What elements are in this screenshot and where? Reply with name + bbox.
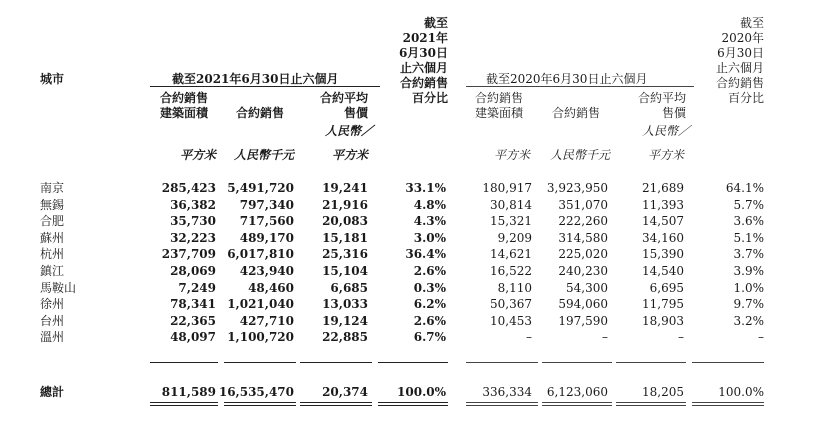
area-2020-unit: 平方米 [493,148,530,162]
pct-2021-cell: 3.0% [413,231,446,245]
period-2020-underline [466,86,694,87]
price-2021-cell: 21,916 [322,198,368,212]
pct-2021-header [370,16,448,106]
period-2021-header: 截至2021年6月30日止六個月 [172,72,339,86]
sales-2020-cell: 240,230 [558,264,608,278]
price-2021-cell: 15,181 [322,231,368,245]
total-price-2021: 20,374 [322,385,368,399]
dbl-rule [224,405,296,406]
period-2020-header: 截至2020年6月30日止六個月 [486,72,648,86]
total-label: 總計 [40,385,65,399]
pct-2021-cell: 2.6% [413,314,446,328]
dbl-rule [692,405,764,406]
price-2021-cell: 20,083 [322,214,368,228]
area-2020-cell: 30,814 [490,198,532,212]
city-column-header: 城市 [40,72,65,86]
area-2021-cell: 237,709 [161,247,216,261]
area-2021-unit: 平方米 [179,148,216,162]
area-2020-cell: 14,621 [490,247,532,261]
pct-2021-line5: 合約銷售 [399,76,448,90]
price-2021-unit-top: 人民幣／ [324,124,373,138]
price-2021-cell: 22,885 [322,330,368,344]
pct-2020-cell: 3.9% [733,264,764,278]
city-cell: 蘇州 [40,231,65,245]
sales-2021-cell: 48,460 [248,281,294,295]
pct-2021-cell: 33.1% [405,181,446,195]
dbl-rule [378,405,448,406]
period-2021-underline [150,86,380,87]
pct-2020-cell: 5.7% [733,198,764,212]
price-2021-unit: 平方米 [331,148,368,162]
price-2021-header-line2: 售價 [343,106,368,120]
pct-2021-line3: 6月30日 [398,46,448,60]
total-sales-2021: 16,535,470 [218,385,294,399]
area-2020-cell: – [526,330,532,344]
pct-2021-cell: 4.8% [413,198,446,212]
dbl-rule [466,405,538,406]
total-rule-sales-2020 [542,362,612,363]
city-cell: 徐州 [40,297,65,311]
city-cell: 南京 [40,181,65,195]
area-2021-cell: 48,097 [170,330,216,344]
total-area-2020: 336,334 [482,385,532,399]
total-rule-area-2020 [466,362,538,363]
city-cell: 台州 [40,314,65,328]
dbl-rule [300,402,372,403]
sales-2021-cell: 423,940 [239,264,294,278]
total-rule-price-2021 [300,362,372,363]
dbl-rule [616,405,686,406]
sales-2021-cell: 427,710 [239,314,294,328]
pct-2021-line2: 2021年 [402,31,448,45]
price-2020-cell: 18,903 [642,314,684,328]
area-2020-cell: 15,321 [490,214,532,228]
price-2020-cell: 6,695 [649,281,684,295]
area-2020-cell: 9,209 [497,231,532,245]
price-2020-cell: 15,390 [642,247,684,261]
pct-2021-line4: 止六個月 [399,61,448,75]
sales-2021-cell: 6,017,810 [227,247,294,261]
price-2021-header-line1: 合約平均 [319,91,368,105]
area-2021-cell: 35,730 [170,214,216,228]
sales-2020-cell: 54,300 [566,281,608,295]
price-2020-header [614,91,686,121]
dbl-rule [692,402,764,403]
sales-2021-cell: 5,491,720 [227,181,294,195]
sales-2020-cell: 197,590 [558,314,608,328]
pct-2021-line6: 百分比 [411,91,448,105]
price-2020-cell: – [678,330,684,344]
price-2020-header-line1: 合約平均 [637,91,686,105]
pct-2020-line4: 止六個月 [715,61,764,75]
total-rule-pct-2021 [378,362,448,363]
dbl-rule [150,405,218,406]
price-2020-cell: 21,689 [642,181,684,195]
city-cell: 馬鞍山 [40,281,77,295]
pct-2020-cell: 9.7% [733,297,764,311]
pct-2020-cell: 3.2% [733,314,764,328]
pct-2020-line2: 2020年 [721,31,764,45]
pct-2020-line3: 6月30日 [717,46,764,60]
pct-2021-cell: 6.2% [413,297,446,311]
sales-2021-unit: 人民幣千元 [233,148,294,162]
price-2020-unit-top: 人民幣／ [641,124,690,138]
pct-2021-cell: 6.7% [413,330,446,344]
area-2020-header-line1: 合約銷售 [474,91,523,105]
city-cell: 杭州 [40,247,65,261]
pct-2020-cell: 1.0% [733,281,764,295]
price-2021-cell: 19,241 [322,181,368,195]
pct-2021-line1: 截至 [423,16,448,30]
total-pct-2020: 100.0% [718,385,764,399]
price-2021-cell: 15,104 [322,264,368,278]
dbl-rule [542,402,612,403]
area-2021-header-line2: 建築面積 [159,106,208,120]
price-2021-cell: 13,033 [322,297,368,311]
price-2021-cell: 6,685 [330,281,368,295]
area-2020-header [462,91,536,121]
price-2021-cell: 19,124 [322,314,368,328]
city-cell: 鎮江 [40,264,65,278]
sales-2021-cell: 489,170 [239,231,294,245]
price-2020-cell: 11,393 [642,198,684,212]
pct-2021-cell: 36.4% [405,247,446,261]
price-2020-cell: 34,160 [642,231,684,245]
pct-2020-cell: 3.7% [733,247,764,261]
pct-2020-header [690,16,764,106]
pct-2020-cell: 3.6% [733,214,764,228]
area-2020-cell: 16,522 [490,264,532,278]
area-2021-cell: 36,382 [170,198,216,212]
city-cell: 溫州 [40,330,65,344]
pct-2020-line1: 截至 [739,16,764,30]
area-2021-cell: 32,223 [170,231,216,245]
pct-2021-cell: 0.3% [413,281,446,295]
price-2020-unit: 平方米 [647,148,684,162]
sales-2020-cell: 225,020 [558,247,608,261]
total-pct-2021: 100.0% [397,385,446,399]
city-cell: 合肥 [40,214,65,228]
dbl-rule [542,405,612,406]
area-2021-header-line1: 合約銷售 [159,91,208,105]
sales-2020-cell: 3,923,950 [546,181,608,195]
dbl-rule [378,402,448,403]
area-2020-cell: 8,110 [497,281,532,295]
price-2020-cell: 11,795 [642,297,684,311]
sales-2021-cell: 797,340 [239,198,294,212]
pct-2021-cell: 2.6% [413,264,446,278]
sales-2020-cell: 594,060 [558,297,608,311]
total-rule-pct-2020 [692,362,764,363]
sales-2021-cell: 717,560 [239,214,294,228]
area-2020-header-line2: 建築面積 [474,106,523,120]
area-2020-cell: 50,367 [490,297,532,311]
area-2020-cell: 180,917 [482,181,532,195]
dbl-rule [616,402,686,403]
sales-2021-cell: 1,100,720 [227,330,294,344]
sales-2020-cell: 351,070 [558,198,608,212]
total-sales-2020: 6,123,060 [546,385,608,399]
sales-2020-cell: 314,580 [558,231,608,245]
sales-2020-header: 合約銷售 [551,106,600,120]
sales-2020-unit: 人民幣千元 [549,148,610,162]
total-rule-area-2021 [150,362,218,363]
price-2021-cell: 25,316 [322,247,368,261]
pct-2021-cell: 4.3% [413,214,446,228]
total-rule-price-2020 [616,362,686,363]
total-area-2021: 811,589 [161,385,216,399]
sales-2021-header: 合約銷售 [235,106,284,120]
price-2020-cell: 14,540 [642,264,684,278]
pct-2020-cell: 5.1% [733,231,764,245]
dbl-rule [466,402,538,403]
area-2020-cell: 10,453 [490,314,532,328]
price-2021-header [300,91,368,121]
area-2021-cell: 28,069 [170,264,216,278]
sales-2020-cell: – [602,330,608,344]
dbl-rule [150,402,218,403]
dbl-rule [224,402,296,403]
total-rule-sales-2021 [224,362,296,363]
price-2020-cell: 14,507 [642,214,684,228]
area-2021-header [150,91,218,121]
pct-2020-cell: 64.1% [725,181,764,195]
pct-2020-cell: – [758,330,764,344]
area-2021-cell: 78,341 [170,297,216,311]
city-cell: 無錫 [40,198,65,212]
sales-2021-cell: 1,021,040 [227,297,294,311]
pct-2020-line5: 合約銷售 [715,76,764,90]
area-2021-cell: 7,249 [178,281,216,295]
area-2021-cell: 285,423 [161,181,216,195]
sales-2020-cell: 222,260 [558,214,608,228]
total-price-2020: 18,205 [642,385,684,399]
dbl-rule [300,405,372,406]
area-2021-cell: 22,365 [170,314,216,328]
price-2020-header-line2: 售價 [661,106,686,120]
pct-2020-line6: 百分比 [727,91,764,105]
